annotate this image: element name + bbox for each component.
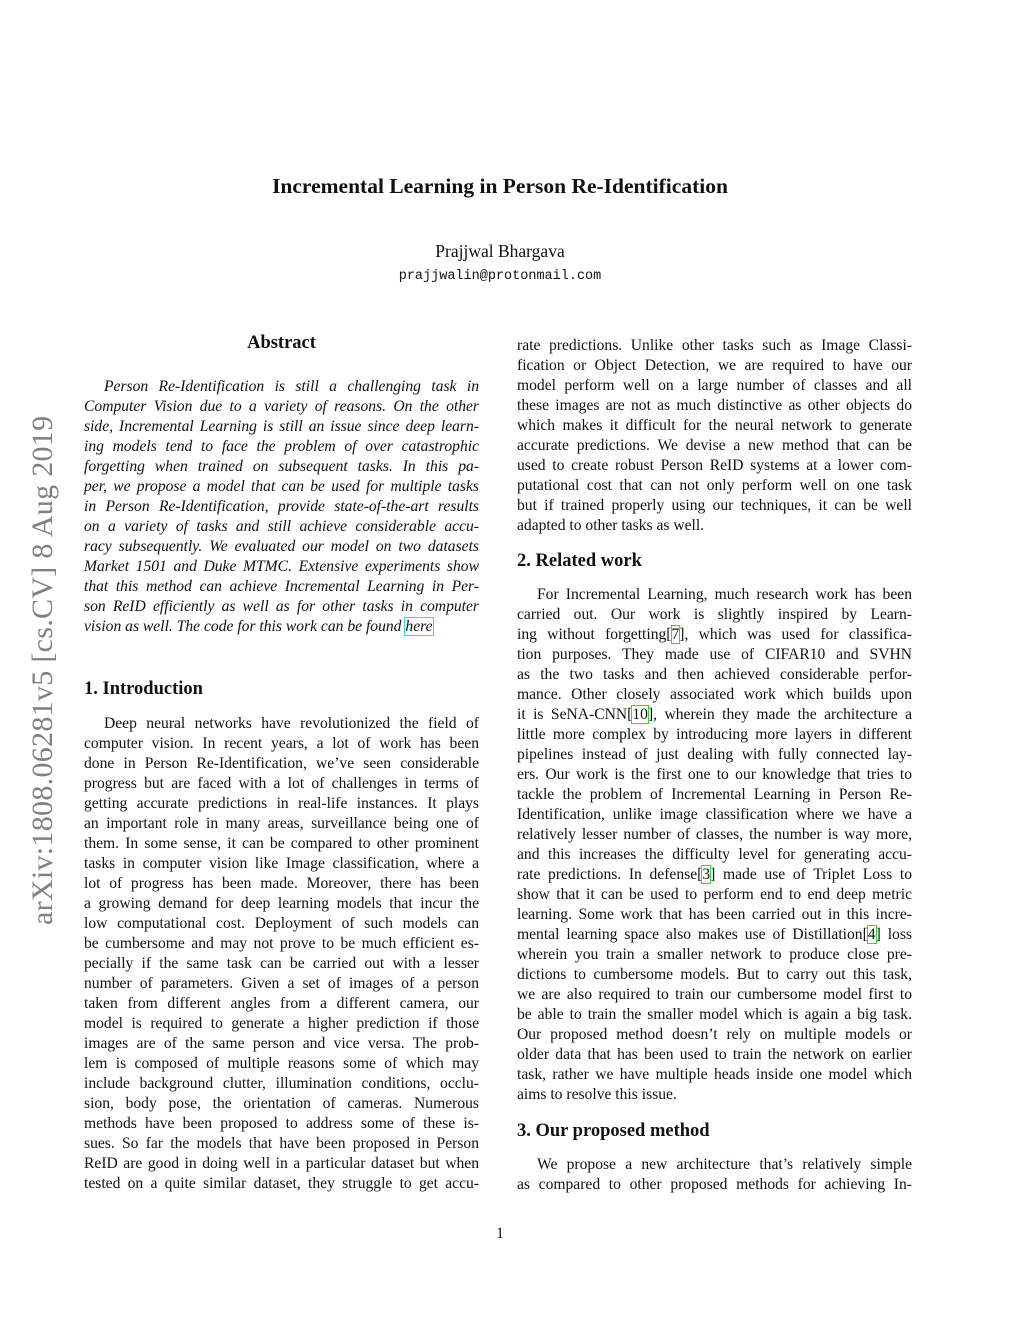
- text-line: lot of progress has been made. Moreover, there has been: [84, 875, 479, 892]
- text-line: tested on a quite similar dataset, they struggle to get accu-: [84, 1175, 479, 1192]
- text-line: putational cost that can not only perform well on one task: [517, 477, 912, 494]
- paper-title: Incremental Learning in Person Re-Identification: [272, 174, 728, 198]
- text-line: Computer Vision due to a variety of reasons. On the other: [84, 398, 479, 415]
- text-line: these images are not as much distinctive as other objects do: [517, 397, 912, 414]
- proposed-method-heading: 3. Our proposed method: [517, 1121, 710, 1141]
- text-line: an important role in many areas, surveillance being one of: [84, 815, 479, 832]
- text-line: aims to resolve this issue.: [517, 1086, 677, 1103]
- text-line: carried out. Our work is slightly inspired by Learn-: [517, 606, 912, 623]
- text-line: Deep neural networks have revolutionized the field of: [104, 715, 479, 732]
- introduction-body: [84, 714, 479, 1194]
- introduction-continued: [517, 336, 912, 536]
- author-name: Prajjwal Bhargava: [435, 241, 565, 261]
- arxiv-stamp: arXiv:1808.06281v5 [cs.CV] 8 Aug 2019: [26, 415, 59, 925]
- text-line: images are of the same person and vice versa. The prob-: [84, 1035, 479, 1052]
- text-line: older data that has been used to train the network on earlier: [517, 1046, 912, 1063]
- text-line: mental learning space also makes use of Distillation[4] loss: [517, 926, 912, 943]
- text-line: number of parameters. Given a set of images of a person: [84, 975, 479, 992]
- text-line: ReID are good in doing well in a particular dataset but when: [84, 1155, 479, 1172]
- text-line: methods have been proposed to address some of these is-: [84, 1115, 479, 1132]
- text-line: task, rather we have multiple heads inside one model which: [517, 1066, 912, 1083]
- citation-link[interactable]: 4: [867, 926, 876, 943]
- text-line: tion purposes. They made use of CIFAR10 and SVHN: [517, 646, 912, 663]
- text-line: a growing demand for deep learning models that incur the: [84, 895, 479, 912]
- proposed-method-body: [517, 1155, 912, 1195]
- abstract-heading: Abstract: [247, 333, 316, 353]
- text-line: We propose a new architecture that’s relatively simple: [537, 1156, 912, 1173]
- text-line: low computational cost. Deployment of such models can: [84, 915, 479, 932]
- text-line: Our proposed method doesn’t rely on multiple models or: [517, 1026, 912, 1043]
- text-line: as compared to other proposed methods for achieving In-: [517, 1176, 912, 1193]
- citation-link[interactable]: 3: [702, 866, 711, 883]
- text-line: son ReID efficiently as well as for other tasks in computer: [84, 598, 479, 615]
- text-line: rate predictions. Unlike other tasks such as Image Classi-: [517, 337, 912, 354]
- text-line: Identification, unlike image classification where we have a: [517, 806, 912, 823]
- text-line: accurate predictions. We devise a new method that can be: [517, 437, 912, 454]
- text-line: ers. Our work is the first one to our knowledge that tries to: [517, 766, 912, 783]
- text-line: racy subsequently. We evaluated our model on two datasets: [84, 538, 479, 555]
- text-line: include background clutter, illumination conditions, occlu-: [84, 1075, 479, 1092]
- related-work-body: [517, 585, 912, 1105]
- text-line: Market 1501 and Duke MTMC. Extensive experiments show: [84, 558, 479, 575]
- text-line: it is SeNA-CNN[10], wherein they made the architecture a: [517, 706, 912, 723]
- text-line: taken from different angles from a different camera, our: [84, 995, 479, 1012]
- text-line: getting accurate predictions in real-life instances. It plays: [84, 795, 479, 812]
- text-line: side, Incremental Learning is still an issue since deep learn-: [84, 418, 479, 435]
- abstract-body: [84, 377, 479, 637]
- text-line: wherein you train a smaller network to produce close pre-: [517, 946, 912, 963]
- text-line: per, we propose a model that can be used for multiple tasks: [84, 478, 479, 495]
- author-email: prajjwalin@protonmail.com: [398, 269, 602, 284]
- text-line: as the two tasks and then achieved considerable perfor-: [517, 666, 912, 683]
- text-line: used to create robust Person ReID systems at a lower com-: [517, 457, 912, 474]
- text-line: For Incremental Learning, much research work has been: [537, 586, 912, 603]
- text-line: pecially if the same task can be carried out with a lesser: [84, 955, 479, 972]
- text-line: which makes it difficult for the neural network to generate: [517, 417, 912, 434]
- text-line: pipelines instead of just dealing with fully connected lay-: [517, 746, 912, 763]
- citation-link[interactable]: 7: [671, 626, 680, 643]
- text-line: sion, body pose, the orientation of cameras. Numerous: [84, 1095, 479, 1112]
- code-link[interactable]: here: [405, 618, 433, 635]
- text-line: model perform well on a large number of classes and all: [517, 377, 912, 394]
- text-line: lem is composed of multiple reasons some of which may: [84, 1055, 479, 1072]
- text-line: that this method can achieve Incremental Learning in Per-: [84, 578, 479, 595]
- text-line: be cumbersome and may not prove to be much efficient es-: [84, 935, 479, 952]
- text-line: and this increases the difficulty level for generating accu-: [517, 846, 912, 863]
- citation-link[interactable]: 10: [632, 706, 648, 723]
- text-line: ing without forgetting[7], which was used for classifica-: [517, 626, 912, 643]
- text-line: relatively lesser number of classes, the number is way more,: [517, 826, 912, 843]
- text-line: vision as well. The code for this work can be found here: [84, 618, 433, 635]
- text-line: sues. So far the models that have been proposed in Person: [84, 1135, 479, 1152]
- text-line: forgetting when trained on subsequent tasks. In this pa-: [84, 458, 479, 475]
- text-line: but if trained properly using our techniques, it can be well: [517, 497, 912, 514]
- text-line: tasks in computer vision like Image classification, where a: [84, 855, 479, 872]
- text-line: on a variety of tasks and still achieve considerable accu-: [84, 518, 479, 535]
- text-line: little more complex by introducing more layers in different: [517, 726, 912, 743]
- text-line: show that it can be used to perform end to end deep metric: [517, 886, 912, 903]
- text-line: learning. Some work that has been carried out in this incre-: [517, 906, 912, 923]
- text-line: dictions to cumbersome models. But to carry out this task,: [517, 966, 912, 983]
- text-line: done in Person Re-Identification, we’ve seen considerable: [84, 755, 479, 772]
- text-line: rate predictions. In defense[3] made use of Triplet Loss to: [517, 866, 912, 883]
- text-line: them. In some sense, it can be compared to other prominent: [84, 835, 479, 852]
- text-line: be able to train the smaller model which is again a big task.: [517, 1006, 912, 1023]
- text-line: mance. Other closely associated work which builds upon: [517, 686, 912, 703]
- text-line: Person Re-Identification is still a challenging task in: [104, 378, 479, 395]
- text-line: we are also required to train our cumbersome model first to: [517, 986, 912, 1003]
- text-line: fication or Object Detection, we are required to have our: [517, 357, 912, 374]
- page-number: 1: [496, 1225, 504, 1242]
- text-line: in Person Re-Identification, provide state-of-the-art results: [84, 498, 479, 515]
- introduction-heading: 1. Introduction: [84, 679, 203, 699]
- text-line: computer vision. In recent years, a lot of work has been: [84, 735, 479, 752]
- related-work-heading: 2. Related work: [517, 551, 642, 571]
- text-line: tackle the problem of Incremental Learning in Person Re-: [517, 786, 912, 803]
- text-line: adapted to other tasks as well.: [517, 517, 705, 534]
- text-line: ing models tend to face the problem of over catastrophic: [84, 438, 479, 455]
- text-line: progress but are faced with a lot of challenges in terms of: [84, 775, 479, 792]
- text-line: model is required to generate a higher prediction if those: [84, 1015, 479, 1032]
